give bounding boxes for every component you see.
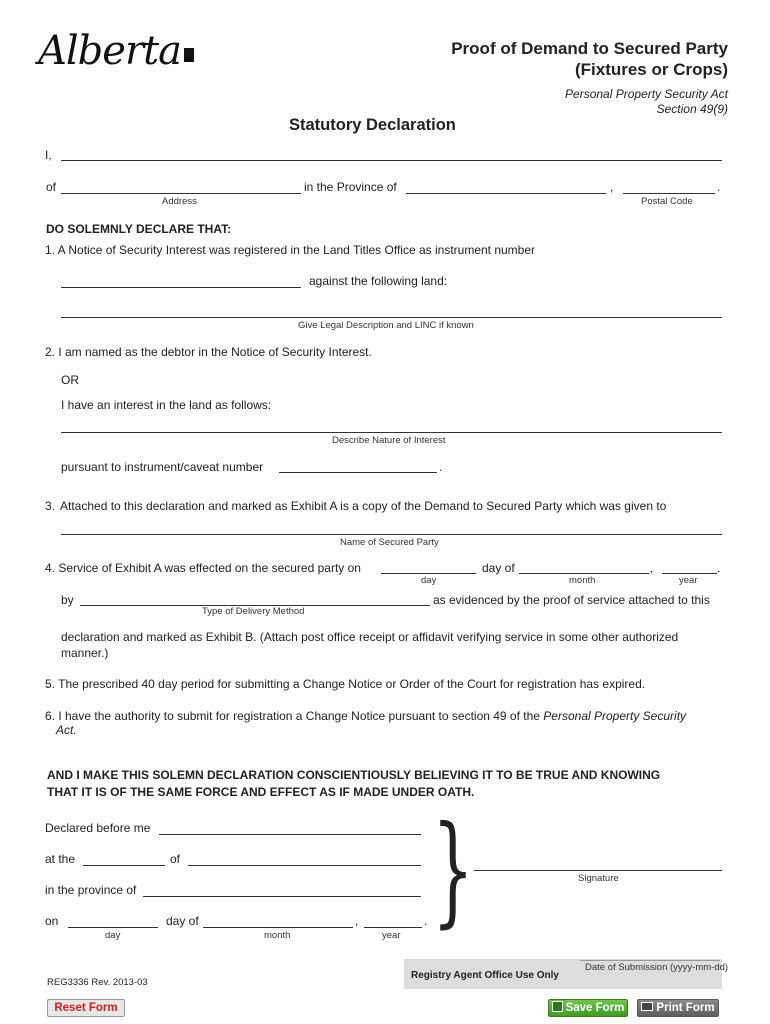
day-of-label-2: day of <box>166 914 199 928</box>
secured-party-field[interactable] <box>61 534 722 535</box>
declarant-name-field[interactable] <box>61 160 722 161</box>
secured-party-caption: Name of Secured Party <box>340 537 439 548</box>
page-heading: Statutory Declaration <box>289 116 456 134</box>
act-reference <box>565 87 728 117</box>
against-text: against the following land: <box>309 274 448 288</box>
registry-label: Registry Agent Office Use Only <box>411 970 559 981</box>
pursuant-text: pursuant to instrument/caveat number <box>61 460 264 474</box>
form-number: REG3336 Rev. 2013-03 <box>47 977 148 988</box>
address-field[interactable] <box>61 193 301 194</box>
comma: , <box>610 180 614 194</box>
comma-4: , <box>650 561 654 575</box>
legal-description-caption: Give Legal Description and LINC if known <box>298 320 474 331</box>
printer-icon <box>641 1002 653 1011</box>
declared-month-caption: month <box>264 930 291 941</box>
service-year-field[interactable] <box>662 573 717 574</box>
item-1-text: 1. A Notice of Security Interest was registered in the Land Titles Office as instrument number <box>45 243 536 257</box>
item-2-text: 2. I am named as the debtor in the Notice of Security Interest. <box>45 345 372 359</box>
legal-description-field[interactable] <box>61 317 722 318</box>
day-caption: day <box>421 575 437 586</box>
commissioner-field[interactable] <box>159 834 421 835</box>
item-3-number: 3. <box>45 499 56 513</box>
evidenced-text: as evidenced by the proof of service attached to this <box>433 593 710 607</box>
interest-text: I have an interest in the land as follows: <box>61 398 272 412</box>
i-label: I, <box>45 148 52 162</box>
province-field[interactable] <box>406 193 606 194</box>
item-6-main: 6. I have the authority to submit for registration a Change Notice pursuant to section 49 of the <box>45 709 540 723</box>
period-2: . <box>439 460 443 474</box>
by-text: by <box>61 593 74 607</box>
brace: } <box>432 801 474 940</box>
signature-caption: Signature <box>578 873 619 884</box>
caveat-number-field[interactable] <box>279 472 437 473</box>
municipality-type-field[interactable] <box>83 865 165 866</box>
delivery-method-caption: Type of Delivery Method <box>202 606 305 617</box>
of-label: of <box>46 180 57 194</box>
item-4-line-2: manner.) <box>61 646 109 660</box>
declared-month-field[interactable] <box>203 927 353 928</box>
act-line-2: Section 49(9) <box>656 102 728 116</box>
municipality-name-field[interactable] <box>188 865 421 866</box>
solemn-line-1: AND I MAKE THIS SOLEMN DECLARATION CONSCIENTIOUSLY BELIEVING IT TO BE TRUE AND KNOWING <box>47 768 661 782</box>
act-line-1: Personal Property Security Act <box>565 87 728 101</box>
reset-form-button[interactable] <box>47 999 125 1017</box>
print-form-button[interactable] <box>637 999 719 1017</box>
item-6-text <box>45 709 686 723</box>
signature-field[interactable] <box>474 870 722 871</box>
postal-code-field[interactable] <box>623 193 715 194</box>
of-label-2: of <box>170 852 181 866</box>
month-caption: month <box>569 575 596 586</box>
declared-year-caption: year <box>382 930 401 941</box>
instrument-number-field[interactable] <box>61 287 301 288</box>
at-the-label: at the <box>45 852 76 866</box>
declared-province-field[interactable] <box>143 896 421 897</box>
floppy-disk-icon <box>552 1001 563 1012</box>
item-3-text: Attached to this declaration and marked as Exhibit A is a copy of the Demand to Secured Party which was given to <box>60 499 667 513</box>
submission-date-field[interactable] <box>580 960 720 961</box>
declared-before-label: Declared before me <box>45 821 151 835</box>
address-caption: Address <box>162 196 197 207</box>
item-5-text: 5. The prescribed 40 day period for submitting a Change Notice or Order of the Court for registration has expired. <box>45 677 646 691</box>
form-title <box>451 38 728 80</box>
title-line-2: (Fixtures or Crops) <box>574 60 728 79</box>
year-caption: year <box>679 575 698 586</box>
declared-year-field[interactable] <box>364 927 422 928</box>
period-5: . <box>424 914 428 928</box>
save-form-label: Save Form <box>565 1002 625 1014</box>
submission-date-caption: Date of Submission (yyyy-mm-dd) <box>585 962 729 973</box>
print-form-label: Print Form <box>656 1002 715 1014</box>
logo-mark <box>184 48 194 62</box>
title-line-1: Proof of Demand to Secured Party <box>451 39 728 58</box>
province-of-label: in the province of <box>45 883 137 897</box>
or-text: OR <box>61 373 79 387</box>
comma-5: , <box>355 914 359 928</box>
alberta-logo-text: Alberta <box>38 28 181 74</box>
declare-heading: DO SOLEMNLY DECLARE THAT: <box>46 222 232 236</box>
alberta-logo <box>38 28 194 74</box>
day-of-text: day of <box>482 561 515 575</box>
reset-form-label: Reset Form <box>54 1002 118 1014</box>
postal-code-caption: Postal Code <box>641 196 693 207</box>
declared-day-caption: day <box>105 930 121 941</box>
province-label: in the Province of <box>304 180 397 194</box>
item-4-line-1: declaration and marked as Exhibit B. (Attach post office receipt or affidavit verifying service in some other authorized <box>61 630 679 644</box>
save-form-button[interactable] <box>548 999 628 1017</box>
on-label: on <box>45 914 59 928</box>
nature-of-interest-field[interactable] <box>61 432 722 433</box>
nature-of-interest-caption: Describe Nature of Interest <box>332 435 446 446</box>
service-day-field[interactable] <box>381 573 476 574</box>
period: . <box>717 180 721 194</box>
declared-day-field[interactable] <box>68 927 158 928</box>
period-4: . <box>717 561 721 575</box>
solemn-line-2: THAT IT IS OF THE SAME FORCE AND EFFECT AS IF MADE UNDER OATH. <box>47 785 475 799</box>
act-name: Personal Property Security <box>543 709 687 723</box>
item-4-text: 4. Service of Exhibit A was effected on the secured party on <box>45 561 361 575</box>
act-end: Act. <box>56 723 77 737</box>
service-month-field[interactable] <box>519 573 649 574</box>
